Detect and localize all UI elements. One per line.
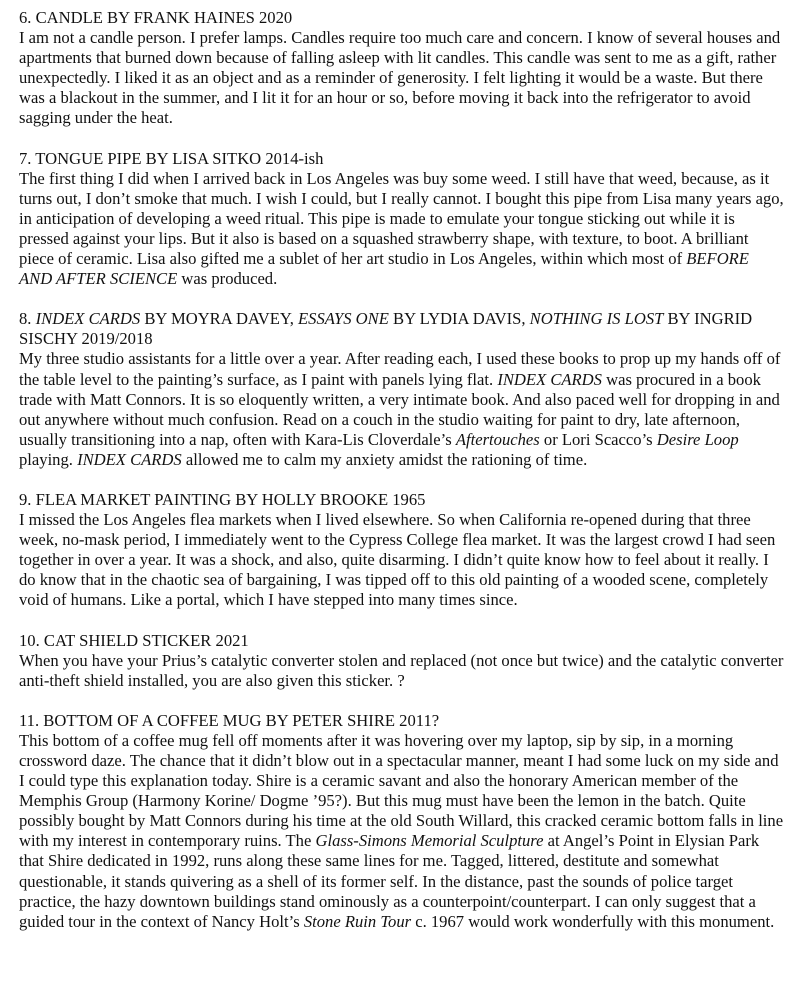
entry-body: The first thing I did when I arrived back in Los Angeles was buy some weed. I still have that weed, because, as it turns out, I don’t smoke that much. I wish I could, but I really cannot. I bought this pipe from Lisa many years ago, in anticipation of developing a weed ritual. This pipe is made to emulate your tongue sticking out while it is pressed against your lips. But it also is based on a squashed strawberry shape, with texture, to boot. A brilliant piece of ceramic. Lisa also gifted me a sublet of her art studio in Los Angeles, within which most of BEFORE AND AFTER SCIENCE was produced. — [19, 168, 784, 289]
entry-candle — [19, 8, 784, 129]
entry-coffee-mug — [19, 711, 784, 932]
entry-books — [19, 309, 784, 470]
entry-body: I missed the Los Angeles flea markets when I lived elsewhere. So when California re-opened during that three week, no-mask period, I immediately went to the Cypress College flea market. It was the largest crowd I had seen together in over a year. It was a shock, and also, quite disarming. I didn’t quite know how to feel about it really. I do know that in the chaotic sea of bargaining, I was tipped off to this old painting of a wooded scene, completely void of humans. Like a portal, which I have stepped into many times since. — [19, 510, 776, 610]
book-title: INDEX CARDS — [35, 309, 141, 329]
entry-heading: 9. FLEA MARKET PAINTING BY HOLLY BROOKE 1965 — [19, 489, 426, 509]
entry-body: My three studio assistants for a little over a year. After reading each, I used these books to prop up my hands off of the table level to the painting’s surface, as I paint with panels lying flat. INDEX CARDS was procured in a book trade with Matt Connors. It is so eloquently written, a very intimate book. And also paced well for dropping in and out anywhere without much confusion. Read on a couch in the studio waiting for paint to dry, late afternoon, usually transitioning into a nap, often with Kara-Lis Cloverdale’s Aftertouches or Lori Scacco’s Desire Loop playing. INDEX CARDS allowed me to calm my anxiety amidst the rationing of time. — [19, 349, 781, 469]
entry-cat-shield-sticker — [19, 631, 784, 691]
book-title: BEFORE AND AFTER SCIENCE — [19, 249, 749, 289]
book-title: ESSAYS ONE — [298, 309, 389, 329]
entry-body: This bottom of a coffee mug fell off moments after it was hovering over my laptop, sip by sip, in a morning crossword daze. The chance that it didn’t blow out in a spectacular manner, meant I had some luck on my side and I could type this explanation today. Shire is a ceramic savant and also the honorary American member of the Memphis Group (Harmony Korine/ Dogme ’95?). But this mug must have been the lemon in the batch. Quite possibly bought by Matt Connors during his time at the old South Willard, this cracked ceramic bottom falls in line with my interest in contemporary ruins. The Glass-Simons Memorial Sculpture at Angel’s Point in Elysian Park that Shire dedicated in 1992, runs along these same lines for me. Tagged, littered, destitute and somewhat questionable, it stands quivering as a shell of its former self. In the distance, past the sounds of police target practice, the hazy downtown buildings stand ominously as a counterpoint/counterpart. I can only suggest that a guided tour in the context of Nancy Holt’s Stone Ruin Tour c. 1967 would work wonderfully with this monument. — [19, 730, 784, 931]
entry-body: When you have your Prius’s catalytic converter stolen and replaced (not once but twice) and the catalytic converter anti-theft shield installed, you are also given this sticker. ? — [19, 650, 784, 690]
entry-flea-market-painting — [19, 490, 784, 611]
book-title: INDEX CARDS — [77, 449, 182, 469]
entry-heading: 10. CAT SHIELD STICKER 2021 — [19, 630, 249, 650]
artwork-title: Glass-Simons Memorial Sculpture — [315, 831, 544, 851]
entry-tongue-pipe — [19, 149, 784, 290]
book-title: NOTHING IS LOST — [529, 309, 664, 329]
entry-heading: 6. CANDLE BY FRANK HAINES 2020 — [19, 8, 293, 27]
entry-heading: 11. BOTTOM OF A COFFEE MUG BY PETER SHIRE 2011? — [19, 710, 440, 730]
book-title: INDEX CARDS — [497, 369, 602, 389]
album-title: Aftertouches — [455, 429, 540, 449]
entry-body: I am not a candle person. I prefer lamps. Candles require too much care and concern. I know of several houses and apartments that burned down because of falling asleep with lit candles. This candle was sent to me as a gift, rather unexpectedly. I liked it as an object and as a reminder of generosity. I felt lighting it would be a waste. But there was a blackout in the summer, and I lit it for an hour or so, before moving it back into the refrigerator to avoid sagging under the heat. — [19, 28, 781, 128]
entry-heading: 8. INDEX CARDS BY MOYRA DAVEY, ESSAYS ONE BY LYDIA DAVIS, NOTHING IS LOST BY INGRID SISCHY 2019/2018 — [19, 309, 753, 349]
artwork-title: Stone Ruin Tour — [303, 911, 412, 931]
entry-heading: 7. TONGUE PIPE BY LISA SITKO 2014-ish — [19, 148, 324, 168]
album-title: Desire Loop — [656, 429, 739, 449]
